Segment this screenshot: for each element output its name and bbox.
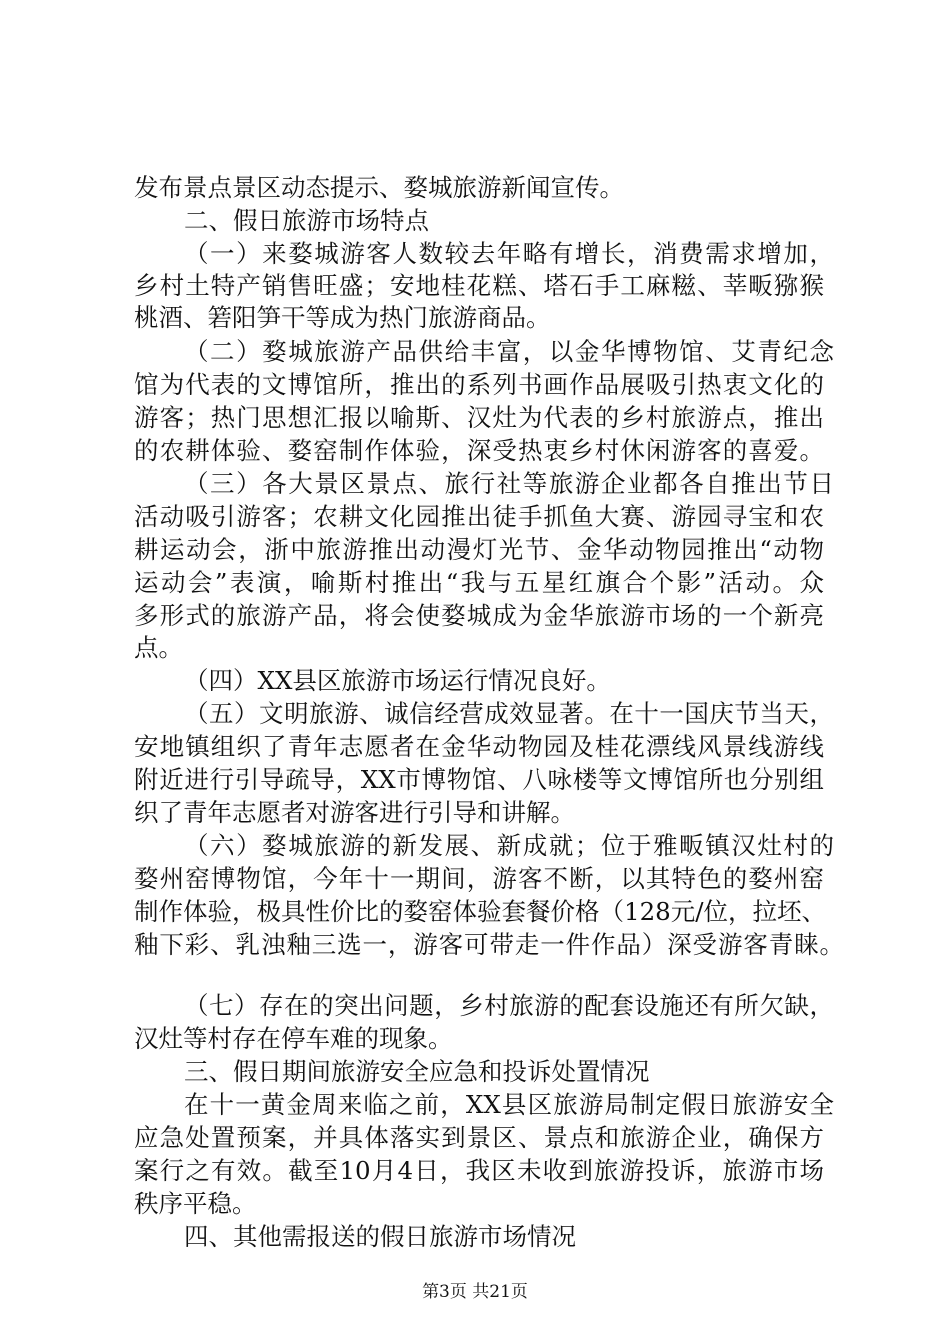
text-line: 应急处置预案，并具体落实到景区、景点和旅游企业，确保方: [134, 1123, 824, 1152]
text-line: 耕运动会，浙中旅游推出动漫灯光节、金华动物园推出“动物: [134, 535, 824, 564]
section-heading: 二、假日旅游市场特点: [184, 206, 429, 235]
text-line: 婺州窑博物馆，今年十一期间，游客不断，以其特色的婺州窑: [134, 864, 824, 893]
section-heading: 三、假日期间旅游安全应急和投诉处置情况: [184, 1057, 650, 1086]
text-line: 釉下彩、乳浊釉三选一，游客可带走一件作品）深受游客青睐。: [134, 930, 844, 959]
text-line: 在十一黄金周来临之前，XX县区旅游局制定假日旅游安全: [184, 1090, 834, 1119]
text-line: （三）各大景区景点、旅行社等旅游企业都各自推出节日: [184, 469, 834, 498]
text-line: （五）文明旅游、诚信经营成效显著。在十一国庆节当天，: [184, 699, 834, 728]
text-line: 附近进行引导疏导，XX市博物馆、八咏楼等文博馆所也分别组: [134, 765, 824, 794]
text-line: 活动吸引游客；农耕文化园推出徒手抓鱼大赛、游园寻宝和农: [134, 502, 824, 531]
text-line: 点。: [134, 633, 183, 662]
text-line: （七）存在的突出问题，乡村旅游的配套设施还有所欠缺，: [184, 991, 834, 1020]
text-line: 游客；热门思想汇报以喻斯、汉灶为代表的乡村旅游点，推出: [134, 403, 824, 432]
text-line: （一）来婺城游客人数较去年略有增长，消费需求增加，: [184, 239, 834, 268]
text-line: （六）婺城旅游的新发展、新成就；位于雅畈镇汉灶村的: [184, 831, 834, 860]
section-heading: 四、其他需报送的假日旅游市场情况: [184, 1222, 576, 1251]
text-line: 桃酒、箬阳笋干等成为热门旅游商品。: [134, 303, 551, 332]
text-line: 案行之有效。截至10月4日，我区未收到旅游投诉，旅游市场: [134, 1156, 824, 1185]
text-line: 安地镇组织了青年志愿者在金华动物园及桂花漂线风景线游线: [134, 732, 824, 761]
text-line: 秩序平稳。: [134, 1189, 257, 1218]
text-line: 制作体验，极具性价比的婺窑体验套餐价格（128元/位，拉坯、: [134, 897, 827, 926]
text-line: 发布景点景区动态提示、婺城旅游新闻宣传。: [134, 173, 624, 202]
text-line: 汉灶等村存在停车难的现象。: [134, 1024, 453, 1053]
text-line: 织了青年志愿者对游客进行引导和讲解。: [134, 798, 575, 827]
text-line: 馆为代表的文博馆所，推出的系列书画作品展吸引热衷文化的: [134, 370, 824, 399]
text-line: 的农耕体验、婺窑制作体验，深受热衷乡村休闲游客的喜爱。: [134, 436, 824, 465]
text-line: （四）XX县区旅游市场运行情况良好。: [184, 666, 611, 695]
text-line: 多形式的旅游产品，将会使婺城成为金华旅游市场的一个新亮: [134, 601, 824, 630]
text-line: 乡村土特产销售旺盛；安地桂花糕、塔石手工麻糍、莘畈猕猴: [134, 271, 824, 300]
page-number: 第3页 共21页: [422, 1282, 528, 1302]
text-line: 运动会”表演，喻斯村推出“我与五星红旗合个影”活动。众: [134, 568, 824, 597]
text-line: （二）婺城旅游产品供给丰富，以金华博物馆、艾青纪念: [184, 337, 834, 366]
